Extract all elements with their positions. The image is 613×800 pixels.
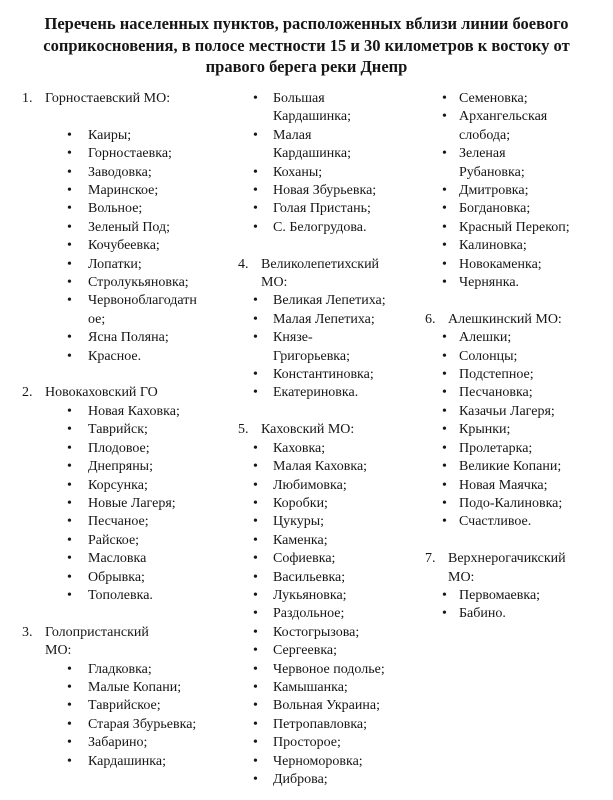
settlement-name: Подо-Калиновка;: [459, 495, 563, 511]
bullet-icon: •: [442, 201, 447, 217]
list-item: [238, 292, 400, 310]
list-item: [238, 90, 400, 127]
bullet-icon: •: [442, 495, 447, 511]
list-item: [425, 256, 577, 274]
settlement-name: Крынки;: [459, 422, 511, 438]
section-heading: [22, 624, 208, 661]
bullet-icon: •: [67, 440, 72, 456]
list-item: [22, 292, 208, 329]
list-item: [425, 366, 577, 384]
bullet-icon: •: [442, 606, 447, 622]
bullet-icon: •: [253, 551, 258, 567]
list-item: [22, 716, 208, 734]
settlement-name: Новая Збурьевка;: [273, 183, 377, 199]
settlement-list: [22, 127, 208, 366]
settlement-name: Днепряны;: [88, 459, 153, 475]
list-item: [238, 569, 400, 587]
list-item: [22, 274, 208, 292]
settlement-name: Дмитровка;: [459, 183, 529, 199]
list-item: [425, 274, 577, 292]
list-item: [425, 182, 577, 200]
list-item: [22, 164, 208, 182]
settlement-name: Старая Збурьевка;: [88, 716, 197, 732]
bullet-icon: •: [442, 422, 447, 438]
bullet-icon: •: [442, 330, 447, 346]
settlement-name: Обрывка;: [88, 569, 145, 585]
settlement-name: Песчаное;: [88, 514, 149, 530]
bullet-icon: •: [253, 330, 258, 346]
section-title: Великолепетихский МО:: [261, 256, 380, 291]
bullet-icon: •: [253, 624, 258, 640]
list-item: [238, 200, 400, 218]
settlement-name: Бабино.: [459, 606, 506, 622]
bullet-icon: •: [253, 477, 258, 493]
list-item: [425, 458, 577, 476]
settlement-name: Малая Каховка;: [273, 459, 368, 475]
bullet-icon: •: [67, 514, 72, 530]
bullet-icon: •: [67, 183, 72, 199]
section-number: 7.: [425, 551, 436, 567]
bullet-icon: •: [253, 459, 258, 475]
list-item: [22, 440, 208, 458]
list-item: [22, 145, 208, 163]
column-3: [425, 90, 577, 624]
settlement-name: Великие Копани;: [459, 459, 562, 475]
settlement-name: Красное.: [88, 348, 142, 364]
bullet-icon: •: [253, 569, 258, 585]
list-item: [425, 329, 577, 347]
bullet-icon: •: [442, 238, 447, 254]
settlement-name: Подстепное;: [459, 367, 534, 383]
settlement-name: Райское;: [88, 532, 140, 548]
list-item: [22, 127, 208, 145]
bullet-icon: •: [253, 164, 258, 180]
section-heading: [425, 311, 577, 329]
settlement-name: Зеленая Рубановка;: [459, 146, 525, 180]
settlement-name: Солонцы;: [459, 348, 518, 364]
list-item: [238, 384, 400, 402]
bullet-icon: •: [67, 146, 72, 162]
bullet-icon: •: [253, 532, 258, 548]
settlement-name: Малая Лепетиха;: [273, 311, 375, 327]
list-item: [425, 403, 577, 421]
settlement-name: Счастливое.: [459, 514, 532, 530]
settlement-name: Корсунка;: [88, 477, 148, 493]
section-title: Голопристанский МО:: [45, 624, 149, 659]
list-item: [22, 753, 208, 771]
bullet-icon: •: [442, 477, 447, 493]
section-heading: [425, 550, 577, 587]
bullet-icon: •: [67, 495, 72, 511]
bullet-icon: •: [253, 293, 258, 309]
list-item: [238, 624, 400, 642]
bullet-icon: •: [442, 109, 447, 125]
settlement-list: [425, 587, 577, 624]
bullet-icon: •: [253, 661, 258, 677]
settlement-list: [238, 90, 400, 237]
section-heading: [238, 256, 400, 293]
bullet-icon: •: [67, 477, 72, 493]
settlement-name: Каховка;: [273, 440, 326, 456]
list-item: [425, 90, 577, 108]
settlement-name: Кочубеевка;: [88, 238, 160, 254]
section-title: Новокаховский ГО: [45, 385, 158, 401]
settlement-name: Лопатки;: [88, 256, 142, 272]
document-title: Перечень населенных пунктов, расположенных вблизи линии боевого соприкосновения, в полосе местности 15 и 30 километров к востоку от правого берега реки Днепр: [43, 14, 570, 76]
settlement-name: Коханы;: [273, 164, 323, 180]
settlement-name: Таврийск;: [88, 422, 148, 438]
bullet-icon: •: [253, 367, 258, 383]
settlement-name: Каменка;: [273, 532, 328, 548]
bullet-icon: •: [253, 183, 258, 199]
bullet-icon: •: [442, 459, 447, 475]
settlement-name: Первомаевка;: [459, 587, 541, 603]
settlement-name: Великая Лепетиха;: [273, 293, 386, 309]
bullet-icon: •: [67, 532, 72, 548]
list-item: [425, 145, 577, 182]
list-item: [22, 569, 208, 587]
list-item: [238, 605, 400, 623]
list-item: [238, 495, 400, 513]
settlement-name: Забарино;: [88, 735, 148, 751]
bullet-icon: •: [67, 551, 72, 567]
list-item: [22, 679, 208, 697]
settlement-name: Таврийское;: [88, 698, 161, 714]
settlement-name: Песчановка;: [459, 385, 533, 401]
settlement-name: Петропавловка;: [273, 716, 368, 732]
list-item: [425, 605, 577, 623]
settlement-name: Константиновка;: [273, 367, 374, 383]
bullet-icon: •: [67, 716, 72, 732]
bullet-icon: •: [67, 348, 72, 364]
bullet-icon: •: [67, 735, 72, 751]
settlement-name: Любимовка;: [273, 477, 347, 493]
settlement-name: Красный Перекоп;: [459, 219, 570, 235]
bullet-icon: •: [67, 569, 72, 585]
list-item: [425, 108, 577, 145]
settlement-name: Масловка: [88, 551, 147, 567]
settlement-name: Костогрызова;: [273, 624, 360, 640]
bullet-icon: •: [67, 403, 72, 419]
bullet-icon: •: [253, 311, 258, 327]
list-item: [238, 182, 400, 200]
bullet-icon: •: [67, 587, 72, 603]
list-item: [238, 440, 400, 458]
bullet-icon: •: [253, 91, 258, 106]
settlement-name: Диброва;: [273, 772, 328, 787]
section-number: 3.: [22, 624, 33, 640]
settlement-list: [22, 403, 208, 605]
bullet-icon: •: [253, 753, 258, 769]
bullet-icon: •: [442, 440, 447, 456]
settlement-name: Малые Копани;: [88, 679, 182, 695]
list-item: [238, 753, 400, 771]
column-1: [22, 90, 208, 771]
bullet-icon: •: [253, 772, 258, 787]
settlement-name: Раздольное;: [273, 606, 345, 622]
bullet-icon: •: [253, 587, 258, 603]
list-item: [22, 458, 208, 476]
bullet-icon: •: [442, 348, 447, 364]
settlement-list: [238, 292, 400, 402]
list-item: [238, 477, 400, 495]
list-item: [22, 348, 208, 366]
settlement-name: Пролетарка;: [459, 440, 533, 456]
settlement-name: Большая Кардашинка;: [273, 91, 351, 125]
settlement-name: Просторое;: [273, 735, 341, 751]
settlement-name: Калиновка;: [459, 238, 527, 254]
section-heading: [238, 421, 400, 439]
list-item: [425, 200, 577, 218]
settlement-name: Архангельская слобода;: [459, 109, 548, 143]
bullet-icon: •: [442, 91, 447, 106]
section-title: Каховский МО:: [261, 422, 355, 438]
list-item: [238, 127, 400, 164]
settlement-name: Горностаевка;: [88, 146, 172, 162]
list-item: [238, 771, 400, 789]
settlement-name: Васильевка;: [273, 569, 346, 585]
columns-container: [0, 90, 613, 796]
settlement-name: Каиры;: [88, 127, 132, 143]
bullet-icon: •: [442, 514, 447, 530]
list-item: [22, 256, 208, 274]
section-number: 2.: [22, 385, 33, 401]
list-item: [22, 697, 208, 715]
settlement-name: С. Белогрудова.: [273, 219, 367, 235]
settlement-name: Тополевка.: [88, 587, 153, 603]
list-item: [22, 219, 208, 237]
settlement-name: Алешки;: [459, 330, 512, 346]
list-item: [238, 587, 400, 605]
settlement-name: Вольная Украина;: [273, 698, 380, 714]
settlement-name: Екатериновка.: [273, 385, 359, 401]
settlement-name: Лукьяновка;: [273, 587, 347, 603]
settlement-name: Черноморовка;: [273, 753, 363, 769]
settlement-list: [238, 440, 400, 790]
list-item: [425, 495, 577, 513]
list-item: [238, 164, 400, 182]
bullet-icon: •: [67, 679, 72, 695]
list-item: [238, 513, 400, 531]
bullet-icon: •: [253, 514, 258, 530]
settlement-list: [425, 329, 577, 531]
list-item: [425, 477, 577, 495]
column-2: [238, 90, 400, 789]
bullet-icon: •: [442, 219, 447, 235]
bullet-icon: •: [253, 440, 258, 456]
settlement-name: Цукуры;: [273, 514, 325, 530]
list-item: [425, 440, 577, 458]
list-item: [22, 495, 208, 513]
section-number: 1.: [22, 91, 33, 106]
list-item: [425, 237, 577, 255]
list-item: [425, 513, 577, 531]
bullet-icon: •: [253, 385, 258, 401]
bullet-icon: •: [67, 238, 72, 254]
list-item: [238, 550, 400, 568]
section-heading: [22, 90, 208, 108]
list-item: [22, 329, 208, 347]
settlement-name: Ясна Поляна;: [88, 330, 169, 346]
settlement-name: Червоное подолье;: [273, 661, 385, 677]
settlement-name: Плодовое;: [88, 440, 150, 456]
settlement-name: Коробки;: [273, 495, 328, 511]
bullet-icon: •: [67, 293, 72, 309]
list-item: [22, 587, 208, 605]
section-title: Алешкинский МО:: [448, 311, 562, 327]
section-number: 6.: [425, 311, 436, 327]
bullet-icon: •: [442, 275, 447, 291]
bullet-icon: •: [442, 256, 447, 272]
settlement-name: Камышанка;: [273, 679, 348, 695]
bullet-icon: •: [253, 716, 258, 732]
settlement-name: Голая Пристань;: [273, 201, 371, 217]
section-heading: [22, 384, 208, 402]
settlement-name: Маринское;: [88, 183, 159, 199]
settlement-name: Софиевка;: [273, 551, 336, 567]
list-item: [22, 550, 208, 568]
bullet-icon: •: [67, 275, 72, 291]
list-item: [425, 587, 577, 605]
settlement-name: Зеленый Под;: [88, 219, 171, 235]
section-number: 4.: [238, 256, 249, 272]
bullet-icon: •: [253, 219, 258, 235]
bullet-icon: •: [442, 403, 447, 419]
list-item: [22, 403, 208, 421]
list-item: [22, 661, 208, 679]
section-title: Горностаевский МО:: [45, 91, 171, 106]
bullet-icon: •: [253, 698, 258, 714]
settlement-name: Новая Каховка;: [88, 403, 180, 419]
list-item: [238, 642, 400, 660]
settlement-name: Князе-Григорьевка;: [273, 330, 350, 364]
list-item: [425, 348, 577, 366]
list-item: [238, 458, 400, 476]
list-item: [22, 477, 208, 495]
bullet-icon: •: [67, 753, 72, 769]
list-item: [22, 200, 208, 218]
settlement-name: Семеновка;: [459, 91, 528, 106]
bullet-icon: •: [442, 367, 447, 383]
settlement-name: Червоноблагодатное;: [88, 293, 197, 327]
bullet-icon: •: [442, 146, 447, 162]
bullet-icon: •: [442, 385, 447, 401]
list-item: [425, 219, 577, 237]
bullet-icon: •: [67, 219, 72, 235]
list-item: [238, 366, 400, 384]
bullet-icon: •: [67, 164, 72, 180]
section-title: Верхнерогачикский МО:: [448, 551, 566, 585]
settlement-name: Новокаменка;: [459, 256, 542, 272]
list-item: [238, 219, 400, 237]
list-item: [238, 311, 400, 329]
bullet-icon: •: [253, 606, 258, 622]
settlement-name: Чернянка.: [459, 275, 520, 291]
bullet-icon: •: [67, 256, 72, 272]
list-item: [238, 697, 400, 715]
settlement-name: Малая Кардашинка;: [273, 127, 351, 162]
bullet-icon: •: [253, 679, 258, 695]
bullet-icon: •: [67, 698, 72, 714]
bullet-icon: •: [253, 127, 258, 143]
bullet-icon: •: [67, 330, 72, 346]
list-item: [22, 734, 208, 752]
bullet-icon: •: [67, 201, 72, 217]
list-item: [22, 237, 208, 255]
list-item: [22, 532, 208, 550]
bullet-icon: •: [253, 643, 258, 659]
bullet-icon: •: [67, 661, 72, 677]
list-item: [238, 532, 400, 550]
settlement-name: Новая Маячка;: [459, 477, 548, 493]
list-item: [425, 421, 577, 439]
section-number: 5.: [238, 422, 249, 438]
bullet-icon: •: [253, 495, 258, 511]
settlement-list: [425, 90, 577, 292]
list-item: [22, 421, 208, 439]
settlement-name: Казачьи Лагеря;: [459, 403, 555, 419]
list-item: [238, 716, 400, 734]
settlement-list: [22, 661, 208, 771]
list-item: [22, 513, 208, 531]
settlement-name: Кардашинка;: [88, 753, 166, 769]
bullet-icon: •: [442, 587, 447, 603]
bullet-icon: •: [253, 735, 258, 751]
settlement-name: Вольное;: [88, 201, 143, 217]
list-item: [238, 661, 400, 679]
settlement-name: Гладковка;: [88, 661, 152, 677]
list-item: [238, 734, 400, 752]
bullet-icon: •: [67, 422, 72, 438]
settlement-name: Новые Лагеря;: [88, 495, 176, 511]
list-item: [238, 679, 400, 697]
settlement-name: Богдановка;: [459, 201, 531, 217]
bullet-icon: •: [253, 201, 258, 217]
settlement-name: Заводовка;: [88, 164, 152, 180]
bullet-icon: •: [442, 183, 447, 199]
settlement-name: Стролукьяновка;: [88, 275, 189, 291]
settlement-name: Сергеевка;: [273, 643, 338, 659]
bullet-icon: •: [67, 127, 72, 143]
bullet-icon: •: [67, 459, 72, 475]
list-item: [238, 329, 400, 366]
list-item: [425, 384, 577, 402]
list-item: [22, 182, 208, 200]
